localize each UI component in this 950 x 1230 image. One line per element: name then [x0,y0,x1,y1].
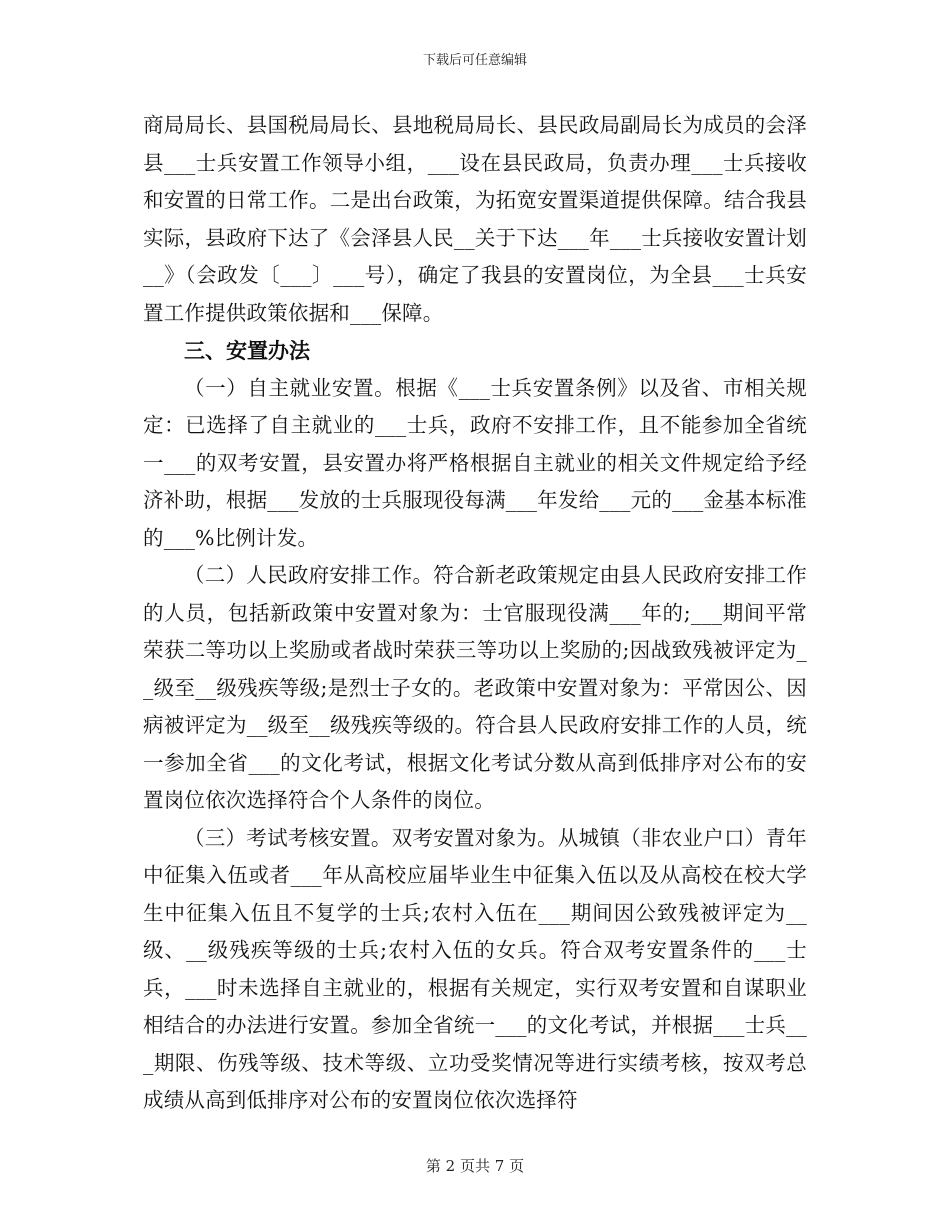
paragraph-exam-assessment: （三）考试考核安置。双考安置对象为。从城镇（非农业户口）青年中征集入伍或者___年从高校应届毕业生中征集入伍以及从高校在校大学生中征集入伍且不复学的士兵;农村入伍在___期间因公致残被评定为__级、__级残疾等级的士兵;农村入伍的女兵。符合双考安置条件的___士兵，___时未选择自主就业的，根据有关规定，实行双考安置和自谋职业相结合的办法进行安置。参加全省统一___的文化考试，并根据___士兵___期限、伤残等级、技术等级、立功受奖情况等进行实绩考核，按双考总成绩从高到低排序对公布的安置岗位依次选择符 [143,825,807,1112]
paragraph-self-employment: （一）自主就业安置。根据《___士兵安置条例》以及省、市相关规定：已选择了自主就业的___士兵，政府不安排工作，且不能参加全省统一___的双考安置，县安置办将严格根据自主就业的相关文件规定给予经济补助，根据___发放的士兵服现役每满___年发给___元的___金基本标准的___%比例计发。 [143,375,807,550]
paragraph-continued: 商局局长、县国税局局长、县地税局局长、县民政局副局长为成员的会泽县___士兵安置工作领导小组，___设在县民政局，负责办理___士兵接收和安置的日常工作。二是出台政策，为拓宽安置渠道提供保障。结合我县实际，县政府下达了《会泽县人民__关于下达___年___士兵接收安置计划__》（会政发〔___〕___号），确定了我县的安置岗位，为全县___士兵安置工作提供政策依据和___保障。 [143,113,807,325]
paragraph-government-assignment: （二）人民政府安排工作。符合新老政策规定由县人民政府安排工作的人员，包括新政策中安置对象为：士官服现役满___年的;___期间平常荣获二等功以上奖励或者战时荣获三等功以上奖励的;因战致残被评定为__级至__级残疾等级;是烈士子女的。老政策中安置对象为：平常因公、因病被评定为__级至__级残疾等级的。符合县人民政府安排工作的人员，统一参加全省___的文化考试，根据文化考试分数从高到低排序对公布的安置岗位依次选择符合个人条件的岗位。 [143,563,807,812]
page-footer: 第 2 页共 7 页 [425,1157,525,1175]
document-body [143,107,807,1120]
page-header: 下载后可任意编辑 [422,53,527,68]
section-heading-placement-methods: 三、安置办法 [184,338,310,363]
